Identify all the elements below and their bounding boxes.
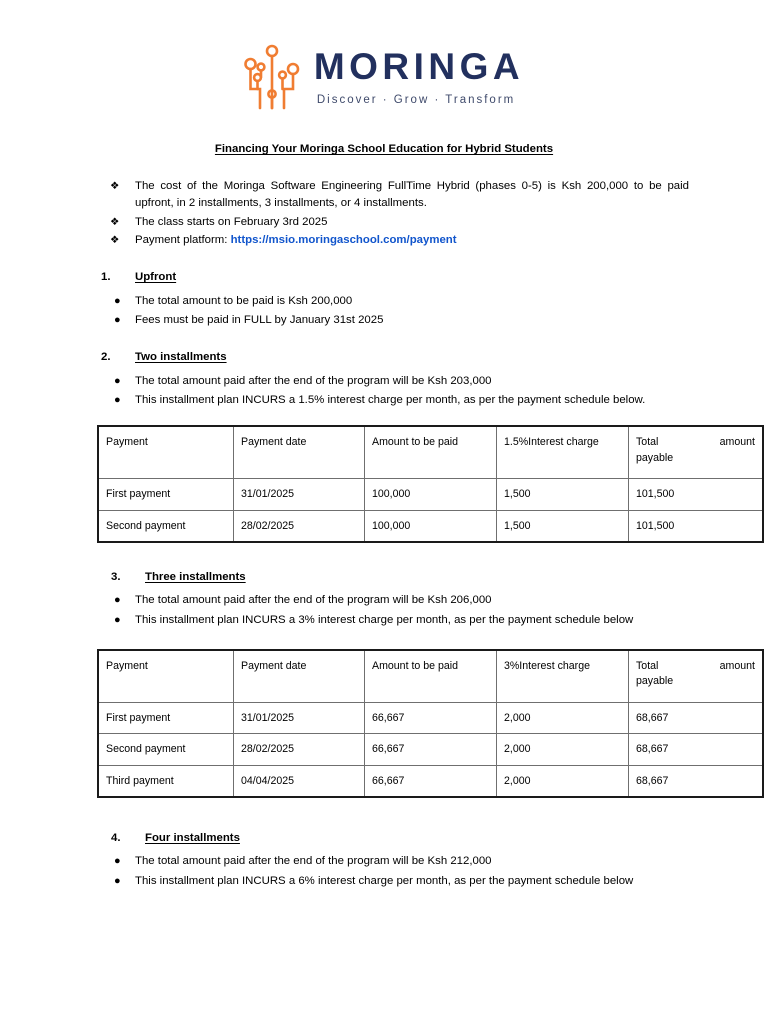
dot-bullet-icon: ● [114, 613, 121, 626]
cell-amount: 100,000 [365, 479, 497, 510]
cell-amount: 66,667 [365, 734, 497, 765]
list-item [97, 214, 689, 231]
cell-interest: 1,500 [497, 510, 629, 542]
header-total-word1: Total [636, 436, 659, 449]
list-item-text: The total amount paid after the end of the program will be Ksh 206,000 [135, 594, 492, 607]
table-row [98, 734, 763, 765]
table-header-row [98, 426, 763, 479]
section-bullet-list [97, 853, 689, 890]
three-installments-table-wrap [97, 649, 755, 798]
cell-payment: Second payment [98, 510, 234, 542]
header-total-word2: amount [719, 659, 755, 672]
list-item-text: The class starts on February 3rd 2025 [135, 215, 328, 228]
cell-total: 68,667 [629, 702, 764, 733]
header-cell-payment: Payment [98, 650, 234, 703]
diamond-bullet-icon: ❖ [110, 215, 120, 228]
section-three-installments [97, 569, 755, 798]
cell-total: 68,667 [629, 734, 764, 765]
cell-payment: Second payment [98, 734, 234, 765]
cell-date: 04/04/2025 [234, 765, 365, 797]
payment-platform-label: Payment platform: [135, 233, 231, 246]
header-cell-payment-date: Payment date [234, 426, 365, 479]
page-title: Financing Your Moringa School Education for Hybrid Students [214, 143, 554, 155]
cell-date: 28/02/2025 [234, 510, 365, 542]
section-heading [97, 349, 689, 366]
cell-date: 31/01/2025 [234, 702, 365, 733]
list-item [97, 612, 689, 629]
list-item [97, 873, 689, 890]
list-item-text: The total amount to be paid is Ksh 200,000 [135, 294, 353, 307]
section-title: Upfront [135, 271, 177, 284]
header-cell-amount: Amount to be paid [365, 426, 497, 479]
table-header-row [98, 650, 763, 703]
list-item [97, 293, 689, 310]
header-cell-amount: Amount to be paid [365, 650, 497, 703]
cell-total: 101,500 [629, 479, 764, 510]
header-cell-interest: 1.5%Interest charge [497, 426, 629, 479]
cell-payment: First payment [98, 702, 234, 733]
dot-bullet-icon: ● [114, 393, 121, 406]
list-item-payment-platform [97, 232, 689, 249]
list-item-text: This installment plan INCURS a 1.5% interest charge per month, as per the payment schedule below. [135, 393, 646, 406]
cell-amount: 66,667 [365, 765, 497, 797]
table-row [98, 765, 763, 797]
payment-platform-link[interactable]: https://msio.moringaschool.com/payment [230, 233, 457, 246]
dot-bullet-icon: ● [114, 874, 121, 887]
list-item [97, 312, 689, 329]
cell-amount: 66,667 [365, 702, 497, 733]
dot-bullet-icon: ● [114, 294, 121, 307]
list-item-text: The cost of the Moringa Software Engineering FullTime Hybrid (phases 0-5) is Ksh 200,000 to be paid upfront, in 2 installments, 3 installments, or 4 installments. [135, 180, 689, 210]
header-total-word3: payable [636, 675, 674, 688]
diamond-bullet-icon: ❖ [110, 233, 120, 246]
payment-schedule-table-three [97, 649, 764, 798]
document-body [97, 178, 755, 892]
section-heading [97, 269, 689, 286]
circuit-tree-icon [244, 44, 300, 110]
section-number: 3. [111, 571, 121, 583]
cell-interest: 2,000 [497, 734, 629, 765]
section-upfront [97, 269, 689, 329]
header-cell-interest: 3%Interest charge [497, 650, 629, 703]
section-bullet-list [97, 293, 689, 330]
cell-total: 101,500 [629, 510, 764, 542]
cell-interest: 2,000 [497, 702, 629, 733]
list-item [97, 392, 689, 409]
list-item [97, 853, 689, 870]
table-row [98, 702, 763, 733]
list-item-text: This installment plan INCURS a 6% interest charge per month, as per the payment schedule below [135, 874, 634, 887]
logo-tagline: Discover · Grow · Transform [316, 94, 516, 106]
dot-bullet-icon: ● [114, 594, 121, 607]
header-cell-total-payable [629, 426, 764, 479]
moringa-logo [0, 44, 768, 110]
header-cell-payment-date: Payment date [234, 650, 365, 703]
section-number: 1. [101, 271, 111, 284]
list-item-text: Fees must be paid in FULL by January 31st 2025 [135, 313, 384, 326]
section-bullet-list [97, 592, 689, 629]
section-heading [97, 830, 689, 847]
cell-total: 68,667 [629, 765, 764, 797]
logo-wordmark: MORINGA [313, 46, 525, 87]
section-number: 2. [101, 351, 111, 364]
section-number: 4. [111, 832, 121, 845]
cell-date: 31/01/2025 [234, 479, 365, 510]
payment-schedule-table-two [97, 425, 764, 543]
cell-amount: 100,000 [365, 510, 497, 542]
table-row [98, 479, 763, 510]
intro-bullet-list [97, 178, 689, 249]
list-item [97, 373, 689, 390]
cell-interest: 1,500 [497, 479, 629, 510]
header-total-word2: amount [719, 436, 755, 449]
section-two-installments [97, 349, 755, 543]
diamond-bullet-icon: ❖ [110, 180, 120, 192]
cell-payment: Third payment [98, 765, 234, 797]
list-item-text: This installment plan INCURS a 3% interest charge per month, as per the payment schedule below [135, 613, 634, 626]
list-item-text: The total amount paid after the end of the program will be Ksh 212,000 [135, 855, 492, 868]
dot-bullet-icon: ● [114, 374, 121, 387]
header-cell-payment: Payment [98, 426, 234, 479]
list-item-text: The total amount paid after the end of the program will be Ksh 203,000 [135, 374, 492, 387]
section-title: Four installments [145, 832, 240, 845]
dot-bullet-icon: ● [114, 855, 121, 868]
list-item [97, 178, 689, 213]
dot-bullet-icon: ● [114, 313, 121, 326]
section-four-installments [97, 830, 689, 890]
section-title: Three installments [145, 571, 246, 583]
list-item [97, 592, 689, 609]
header-total-word3: payable [636, 451, 674, 464]
table-row [98, 510, 763, 542]
two-installments-table-wrap [97, 425, 755, 543]
section-heading [97, 569, 689, 586]
cell-payment: First payment [98, 479, 234, 510]
section-bullet-list [97, 373, 689, 410]
cell-interest: 2,000 [497, 765, 629, 797]
header-total-word1: Total [636, 659, 659, 672]
section-title: Two installments [135, 351, 227, 364]
cell-date: 28/02/2025 [234, 734, 365, 765]
header-cell-total-payable [629, 650, 764, 703]
